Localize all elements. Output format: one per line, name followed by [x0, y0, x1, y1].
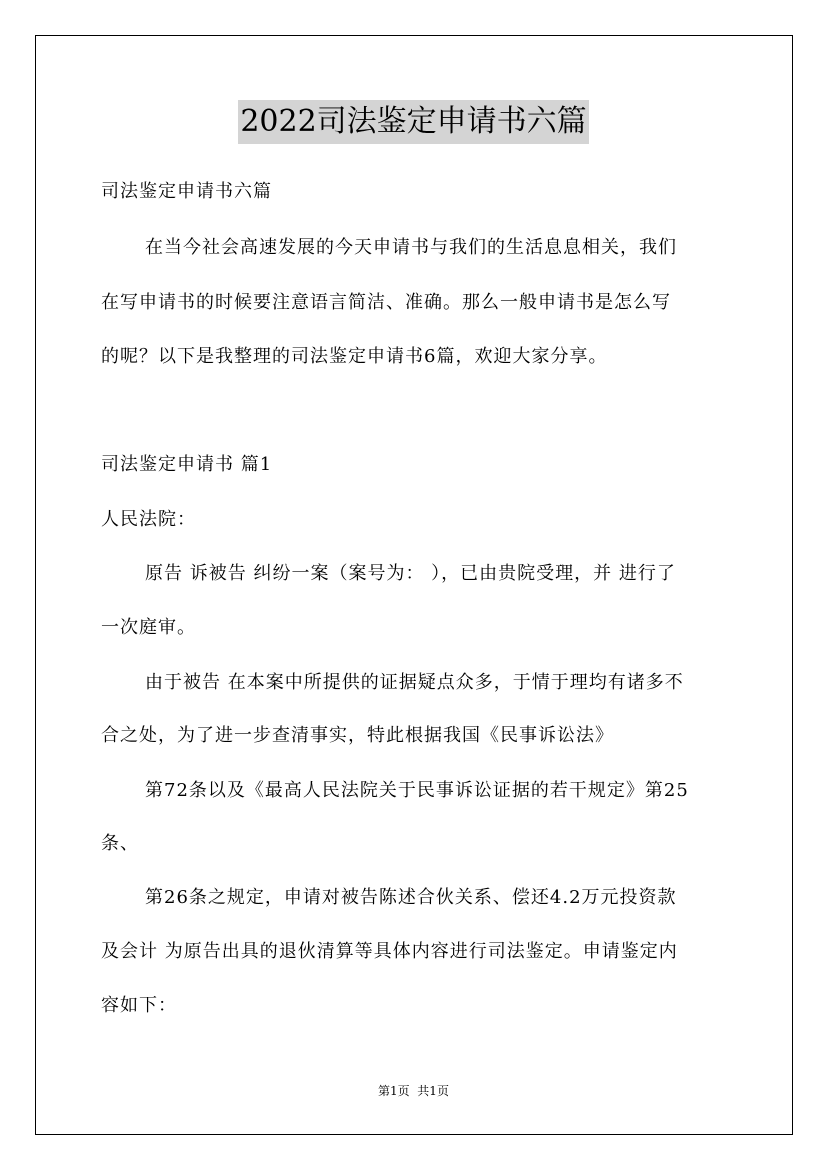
salutation: 人民法院： — [101, 509, 196, 530]
paragraph-line: 第26条之规定，申请对被告陈述合伙关系、偿还4.2万元投资款 — [145, 887, 677, 908]
paragraph-line: 在写申请书的时候要注意语言简洁、准确。那么一般申请书是怎么写 — [101, 292, 671, 313]
paragraph-line: 的呢？以下是我整理的司法鉴定申请书6篇，欢迎大家分享。 — [101, 346, 608, 367]
paragraph-line: 第72条以及《最高人民法院关于民事诉讼证据的若干规定》第25 — [145, 780, 689, 801]
page-footer: 第1页 共1页 — [378, 1084, 449, 1098]
document-title: 2022司法鉴定申请书六篇 — [238, 100, 588, 144]
paragraph-line: 合之处，为了进一步查清事实，特此根据我国《民事诉讼法》 — [101, 725, 614, 746]
paragraph-line: 条、 — [101, 833, 139, 854]
paragraph-line: 原告 诉被告 纠纷一案（案号为： ），已由贵院受理，并 进行了 — [145, 563, 676, 584]
paragraph-line: 由于被告 在本案中所提供的证据疑点众多，于情于理均有诸多不 — [145, 672, 684, 693]
paragraph-line: 在当今社会高速发展的今天申请书与我们的生活息息相关，我们 — [145, 237, 677, 258]
paragraph-line: 一次庭审。 — [101, 617, 196, 638]
title-container — [0, 100, 827, 144]
paragraph-line: 容如下： — [101, 995, 177, 1016]
subtitle: 司法鉴定申请书六篇 — [101, 181, 272, 202]
section-heading: 司法鉴定申请书 篇1 — [101, 454, 273, 475]
paragraph-line: 及会计 为原告出具的退伙清算等具体内容进行司法鉴定。申请鉴定内 — [101, 941, 678, 962]
